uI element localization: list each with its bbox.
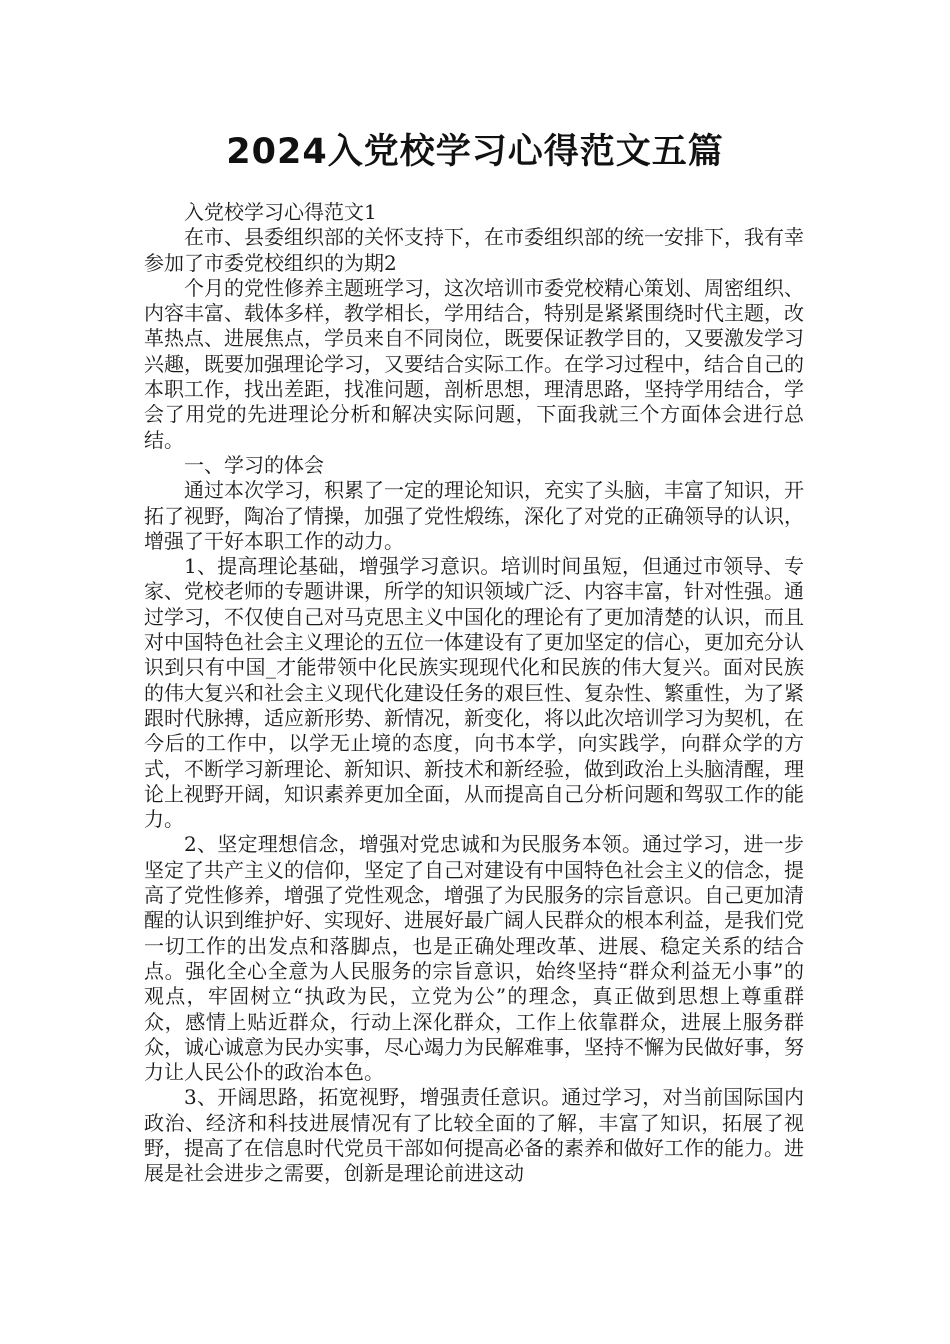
document-body — [144, 200, 804, 1187]
section-heading: 一、学习的体会 — [184, 452, 324, 477]
body-paragraph: 2、坚定理想信念，增强对党忠诚和为民服务本领。通过学习，进一步坚定了共产主义的信仰，坚定了自己对建设有中国特色社会主义的信念，提高了党性修养，增强了党性观念，增强了为民服务的宗旨意识。自己更加清醒的认识到维护好、实现好、进展好最广阔人民群众的根本利益，是我们党一切工作的出发点和落脚点，也是正确处理改革、进展、稳定关系的结合点。强化全心全意为人民服务的宗旨意识，始终坚持“群众利益无小事”的观点，牢固树立“执政为民，立党为公”的理念，真正做到思想上尊重群众，感情上贴近群众，行动上深化群众，工作上依靠群众，进展上服务群众，诚心诚意为民办实事，尽心竭力为民解难事，坚持不懈为民做好事，努力让人民公仆的政治本色。 — [144, 832, 804, 1085]
body-paragraph: 3、开阔思路，拓宽视野，增强责任意识。通过学习，对当前国际国内政治、经济和科技进展情况有了比较全面的了解，丰富了知识，拓展了视野，提高了在信息时代党员干部如何提高必备的素养和做好工作的能力。进展是社会进步之需要，创新是理论前进这动 — [144, 1085, 804, 1186]
document-title: 2024入党校学习心得范文五篇 — [226, 132, 724, 172]
body-paragraph: 入党校学习心得范文1 — [184, 200, 377, 224]
body-paragraph: 个月的党性修养主题班学习，这次培训市委党校精心策划、周密组织、内容丰富、载体多样，教学相长，学用结合，特别是紧紧围绕时代主题，改革热点、进展焦点，学员来自不同岗位，既要保证教学目的，又要激发学习兴趣，既要加强理论学习，又要结合实际工作。在学习过程中，结合自己的本职工作，找出差距，找准问题，剖析思想，理清思路，坚持学用结合，学会了用党的先进理论分析和解决实际问题，下面我就三个方面体会进行总结。 — [144, 275, 804, 452]
body-paragraph: 1、提高理论基础，增强学习意识。培训时间虽短，但通过市领导、专家、党校老师的专题讲课，所学的知识领域广泛、内容丰富，针对性强。通过学习，不仅使自己对马克思主义中国化的理论有了更加清楚的认识，而且对中国特色社会主义理论的五位一体建设有了更加坚定的信心，更加充分认识到只有中国_才能带领中化民族实现现代化和民族的伟大复兴。面对民族的伟大复兴和社会主义现代化建设任务的艰巨性、复杂性、繁重性，为了紧跟时代脉搏，适应新形势、新情况，新变化，将以此次培训学习为契机，在今后的工作中，以学无止境的态度，向书本学，向实践学，向群众学的方式，不断学习新理论、新知识、新技术和新经验，做到政治上头脑清醒，理论上视野开阔，知识素养更加全面，从而提高自己分析问题和驾驭工作的能力。 — [144, 554, 804, 832]
body-paragraph: 通过本次学习，积累了一定的理论知识，充实了头脑，丰富了知识，开拓了视野，陶冶了情操，加强了党性煅练，深化了对党的正确领导的认识，增强了干好本职工作的动力。 — [144, 478, 804, 553]
body-paragraph: 在市、县委组织部的关怀支持下，在市委组织部的统一安排下，我有幸参加了市委党校组织的为期2 — [144, 225, 804, 275]
